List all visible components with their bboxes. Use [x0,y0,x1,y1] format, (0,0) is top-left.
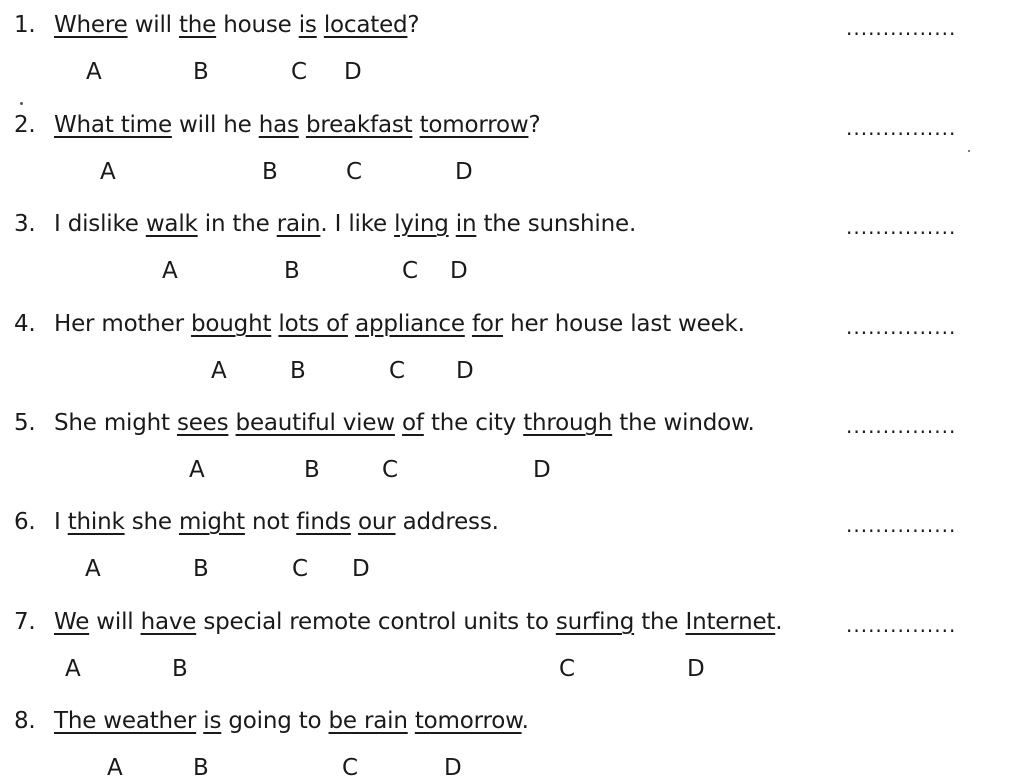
option-letter-b: B [193,59,209,85]
question-number: 3. [14,211,36,237]
sentence-text: I dislike [54,211,146,237]
question-sentence [14,10,419,40]
underlined-segment: might [178,509,245,535]
underlined-segment: of [402,410,424,436]
question-number: 7. [14,609,36,635]
sentence-text: address. [395,509,499,535]
sentence-text [299,112,306,138]
sentence-text [348,311,355,337]
option-letter-a: A [65,656,81,682]
sentence-text: will [127,12,179,38]
option-letter-b: B [284,258,300,284]
question-number: 1. [14,12,36,38]
underlined-segment: located [323,12,408,38]
question-sentence [14,507,499,537]
question-sentence [14,607,782,637]
question-number: 6. [14,509,36,535]
underlined-segment: sees [176,410,229,436]
option-letter-d: D [533,457,551,483]
question-sentence [14,309,745,339]
underlined-segment: our [358,509,396,535]
option-letter-d: D [450,258,468,284]
underlined-segment: Internet [685,609,776,635]
underlined-segment: is [203,708,222,734]
underlined-segment: the [178,12,217,38]
underlined-segment: finds [296,509,351,535]
option-letter-a: A [162,258,178,284]
sentence-text [449,211,456,237]
answer-blank[interactable]: ............... [846,317,957,337]
underlined-segment: bought [191,311,272,337]
stray-dot-mark [968,150,970,152]
option-letter-a: A [211,358,227,384]
underlined-segment: lying [394,211,449,237]
sentence-text: she [124,509,179,535]
sentence-text: Her mother [54,311,192,337]
underlined-segment: in [455,211,477,237]
underlined-segment: Where [54,12,128,38]
underlined-segment: through [523,410,613,436]
sentence-text: the city [423,410,524,436]
underlined-segment: has [258,112,299,138]
question-number: 5. [14,410,36,436]
underlined-segment: walk [145,211,198,237]
question-sentence [14,408,755,438]
option-letter-a: A [189,457,205,483]
sentence-text: . [775,609,783,635]
underlined-segment: have [140,609,197,635]
underlined-segment: rain [276,211,321,237]
underlined-segment: for [471,311,503,337]
question-number: 2. [14,112,36,138]
sentence-text: I [54,509,68,535]
sentence-text: special remote control units to [196,609,556,635]
option-letter-c: C [346,159,363,185]
sentence-text [408,708,415,734]
option-letter-c: C [342,755,359,781]
option-letter-d: D [456,358,474,384]
underlined-segment: The weather [54,708,197,734]
option-letter-c: C [292,556,309,582]
answer-blank[interactable]: ............... [846,515,957,535]
sentence-text [465,311,472,337]
option-letter-a: A [86,59,102,85]
underlined-segment: is [298,12,317,38]
option-letter-b: B [193,755,209,781]
option-letter-c: C [389,358,406,384]
option-letter-b: B [290,358,306,384]
option-letter-b: B [193,556,209,582]
option-letter-a: A [85,556,101,582]
sentence-text: her house last week. [502,311,745,337]
underlined-segment: appliance [355,311,465,337]
underlined-segment: tomorrow [414,708,522,734]
sentence-text: the sunshine. [476,211,637,237]
sentence-text: house [216,12,299,38]
option-letter-d: D [455,159,473,185]
option-letter-a: A [107,755,123,781]
sentence-text: ? [407,12,420,38]
sentence-text: will [89,609,141,635]
answer-blank[interactable]: ............... [846,18,957,38]
option-letter-c: C [291,59,308,85]
underlined-segment: What time [54,112,172,138]
underlined-segment: beautiful view [235,410,395,436]
sentence-text: the [634,609,686,635]
question-sentence [14,110,540,140]
underlined-segment: breakfast [305,112,413,138]
question-number: 8. [14,708,36,734]
underlined-segment: think [67,509,125,535]
sentence-text [317,12,324,38]
sentence-text [395,410,402,436]
option-letter-b: B [304,457,320,483]
sentence-text: going to [221,708,329,734]
sentence-text: not [244,509,297,535]
answer-blank[interactable]: ............... [846,217,957,237]
stray-dot-mark [20,102,23,105]
answer-blank[interactable]: ............... [846,615,957,635]
option-letter-d: D [352,556,370,582]
sentence-text: . [521,708,529,734]
underlined-segment: We [54,609,90,635]
option-letter-d: D [687,656,705,682]
sentence-text: the window. [612,410,755,436]
option-letter-b: B [172,656,188,682]
sentence-text: will he [171,112,259,138]
question-sentence [14,706,529,736]
sentence-text: in the [197,211,277,237]
option-letter-a: A [100,159,116,185]
answer-blank[interactable]: ............... [846,118,957,138]
question-sentence [14,209,636,239]
sentence-text: She might [54,410,177,436]
sentence-text: ? [528,112,541,138]
option-letter-c: C [402,258,419,284]
underlined-segment: surfing [555,609,635,635]
option-letter-d: D [344,59,362,85]
sentence-text: . I like [320,211,395,237]
underlined-segment: tomorrow [419,112,529,138]
underlined-segment: be rain [328,708,408,734]
underlined-segment: lots of [278,311,348,337]
option-letter-b: B [262,159,278,185]
option-letter-c: C [559,656,576,682]
option-letter-c: C [382,457,399,483]
sentence-text [228,410,235,436]
option-letter-d: D [444,755,462,781]
answer-blank[interactable]: ............... [846,416,957,436]
sentence-text [351,509,358,535]
question-number: 4. [14,311,36,337]
sentence-text [412,112,419,138]
